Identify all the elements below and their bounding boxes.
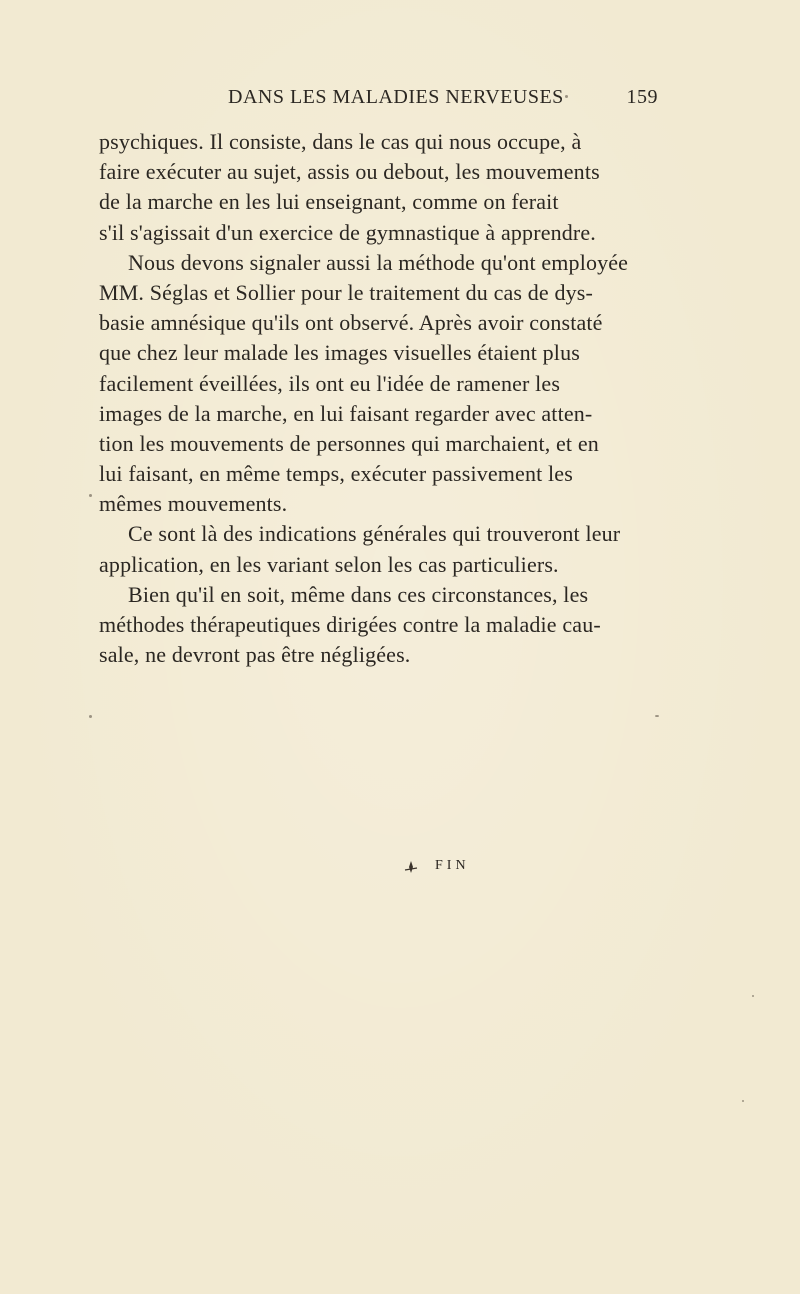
page-header (228, 86, 658, 116)
text-line: Nous devons signaler aussi la méthode qu'ont employée (128, 249, 629, 275)
body-text (99, 127, 709, 670)
text-line: lui faisant, en même temps, exécuter passivement les (99, 461, 573, 487)
text-line: images de la marche, en lui faisant regarder avec atten- (99, 400, 593, 426)
end-mark: FIN (435, 858, 470, 873)
paper-speck (565, 95, 568, 98)
text-line: faire exécuter au sujet, assis ou debout, les mouvements (99, 159, 600, 185)
paper-speck (752, 995, 754, 997)
paper-speck (655, 715, 659, 717)
running-title: DANS LES MALADIES NERVEUSES (228, 86, 564, 108)
text-line: MM. Séglas et Sollier pour le traitement du cas de dys- (99, 279, 593, 305)
paper-speck (89, 494, 92, 497)
text-line: Bien qu'il en soit, même dans ces circonstances, les (128, 581, 589, 607)
text-line: s'il s'agissait d'un exercice de gymnastique à apprendre. (99, 219, 596, 245)
text-line: application, en les variant selon les cas particuliers. (99, 551, 559, 577)
page-number: 159 (626, 86, 658, 108)
paper-speck (89, 715, 92, 718)
paper-speck (742, 1100, 744, 1102)
text-line: tion les mouvements de personnes qui marchaient, et en (99, 430, 599, 456)
fleuron-icon (404, 860, 418, 874)
text-line: Ce sont là des indications générales qui trouveront leur (128, 521, 621, 547)
text-line: facilement éveillées, ils ont eu l'idée de ramener les (99, 370, 561, 396)
text-line: basie amnésique qu'ils ont observé. Après avoir constaté (99, 310, 603, 336)
text-line: sale, ne devront pas être négligées. (99, 642, 411, 668)
text-line: mêmes mouvements. (99, 491, 288, 517)
text-line: méthodes thérapeutiques dirigées contre la maladie cau- (99, 612, 601, 637)
text-line: psychiques. Il consiste, dans le cas qui nous occupe, à (99, 129, 582, 154)
text-line: de la marche en les lui enseignant, comme on ferait (99, 189, 559, 215)
text-line: que chez leur malade les images visuelles étaient plus (99, 340, 580, 366)
